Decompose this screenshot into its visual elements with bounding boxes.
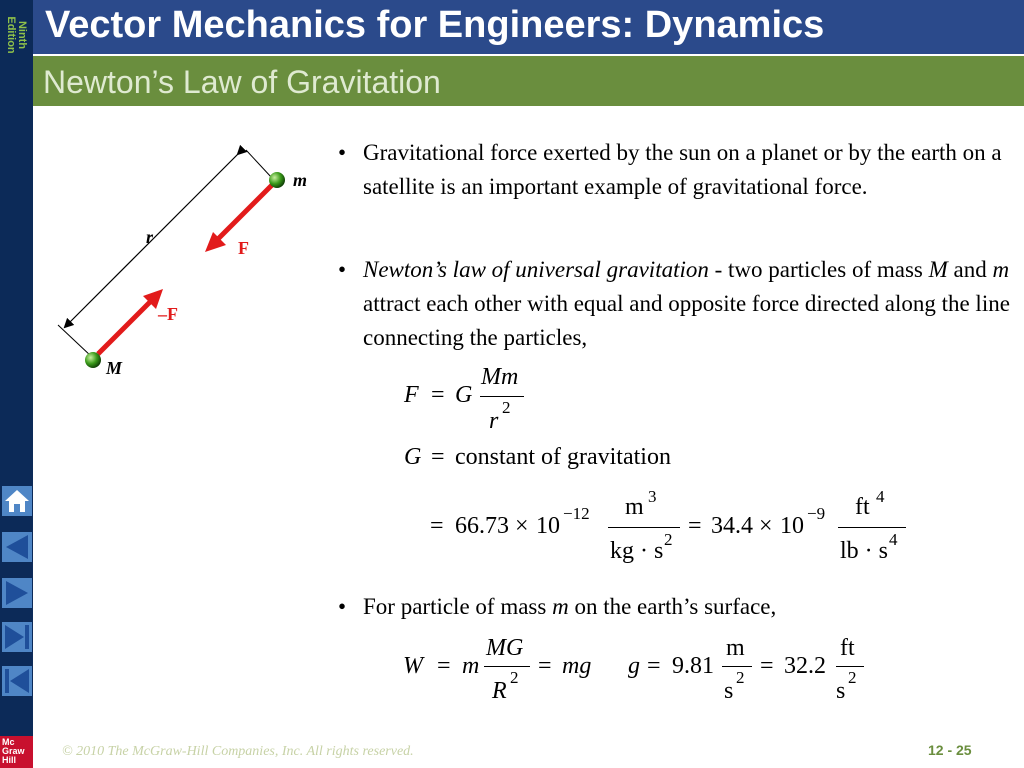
last-icon[interactable] [2,622,32,652]
extension-line-bottom [58,325,92,357]
gravitation-figure [50,130,330,390]
eq5-equals-1: = [647,653,661,679]
eq2-G: G [404,444,422,470]
eq3-value-2: 34.4 [711,513,753,539]
eq3-num-2-exp: 4 [876,487,885,506]
eq3-times-2: × [759,513,773,539]
eq3-ten-1: 10 [536,513,560,539]
eq3-fraction-bar-1 [608,527,680,528]
bullet-2-m: m [992,257,1010,282]
particle-M [85,352,101,368]
edition-line-2: Edition [5,16,17,54]
eq3-den-1-exp: 2 [664,530,673,549]
eq5-num-2: ft [840,635,855,661]
footer-copyright: © 2010 The McGraw-Hill Companies, Inc. All rights reserved. [62,744,414,759]
eq2-text: constant of gravitation [455,444,671,470]
previous-icon[interactable] [2,532,32,562]
eq5-equals-2: = [760,653,774,679]
eq3-equals-2: = [688,513,702,539]
eq3-num-1: m [625,494,644,520]
bullet-3-part-a: For particle of mass [363,594,553,619]
subtitle-bar [33,56,1024,106]
eq1-F: F [404,382,419,408]
bullet-3-marker: • [338,594,347,619]
force-arrow-negF-shaft [98,302,150,354]
particle-m [269,172,285,188]
eq4-numerator: MG [486,635,524,661]
eq5-den-2-exp: 2 [848,668,857,687]
eq3-ten-2: 10 [780,513,804,539]
eq3-value-1: 66.73 [455,513,509,539]
bullet-2-part-a: - two particles of mass [708,257,929,282]
bullet-1-marker: • [338,140,347,165]
label-F: F [238,238,249,258]
eq1-den-exp: 2 [502,398,511,417]
eq4-den-exp: 2 [510,668,519,687]
slide-title: Vector Mechanics for Engineers: Dynamics [45,4,825,46]
eq4-mg: mg [562,653,592,679]
eq3-equals-1: = [430,513,444,539]
bullet-2-part-b: and [947,257,993,282]
sidebar [0,0,33,768]
bullet-2-text [363,253,1013,355]
eq4-equals-2: = [538,653,552,679]
home-icon[interactable] [2,486,32,516]
publisher-logo [0,736,33,768]
eq4-W: W [403,653,423,679]
eq5-fraction-bar-2 [836,666,864,667]
eq5-value-2: 32.2 [784,653,826,679]
label-M: M [106,358,123,378]
eq1-fraction-bar [480,396,524,397]
bullet-3-part-b: on the earth’s surface, [568,594,777,619]
eq4-den-R: R [492,678,507,704]
next-icon[interactable] [2,578,32,608]
eq5-g: g [628,653,640,679]
logo-line-3: Hill [2,755,17,765]
eq3-exp-2: −9 [807,504,826,523]
eq3-den-1: kg · s [610,538,664,564]
logo-line-2: Graw [2,746,25,756]
title-bar [33,0,1024,54]
bullet-2-M: M [928,257,948,282]
first-icon[interactable] [2,666,32,696]
page-number: 12 - 25 [928,742,972,758]
eq4-fraction-bar [484,666,530,667]
bullet-3-m: m [552,594,569,619]
slide-subtitle: Newton’s Law of Gravitation [43,64,441,100]
eq3-den-2-exp: 4 [889,530,898,549]
bullet-2-part-c: attract each other with equal and opposite force directed along the line connecting the particles, [363,291,1010,350]
bullet-3-text [363,590,1013,624]
eq1-numerator: Mm [481,364,519,390]
eq3-num-1-exp: 3 [648,487,657,506]
eq5-den-2: s [836,678,846,704]
eq5-num-1: m [726,635,745,661]
eq5-den-1-exp: 2 [736,668,745,687]
eq1-G: G [455,382,473,408]
eq3-exp-1: −12 [563,504,590,523]
bullet-2-marker: • [338,257,347,282]
eq2-equals: = [431,444,445,470]
eq4-m: m [462,653,480,679]
bullet-1-text: Gravitational force exerted by the sun on a planet or by the earth on a satellite is an important example of gravitational force. [363,140,1002,199]
eq5-den-1: s [724,678,734,704]
force-arrow-F-shaft [218,185,272,239]
eq3-times-1: × [515,513,529,539]
label-negF: –F [158,304,178,324]
eq5-value-1: 9.81 [672,653,714,679]
eq3-num-2: ft [855,494,870,520]
label-m: m [293,170,308,190]
label-r: r [146,227,154,247]
eq3-den-2: lb · s [840,538,888,564]
bullet-2-italic: Newton’s law of universal gravitation [363,257,709,282]
logo-line-1: Mc [2,737,15,747]
edition-line-1: Ninth [16,20,28,50]
eq4-equals-1: = [437,653,451,679]
eq1-den-r: r [489,408,499,434]
eq1-equals: = [431,382,445,408]
eq5-fraction-bar-1 [722,666,752,667]
edition-label [0,2,33,62]
extension-line-top [246,150,272,178]
eq3-fraction-bar-2 [838,527,906,528]
